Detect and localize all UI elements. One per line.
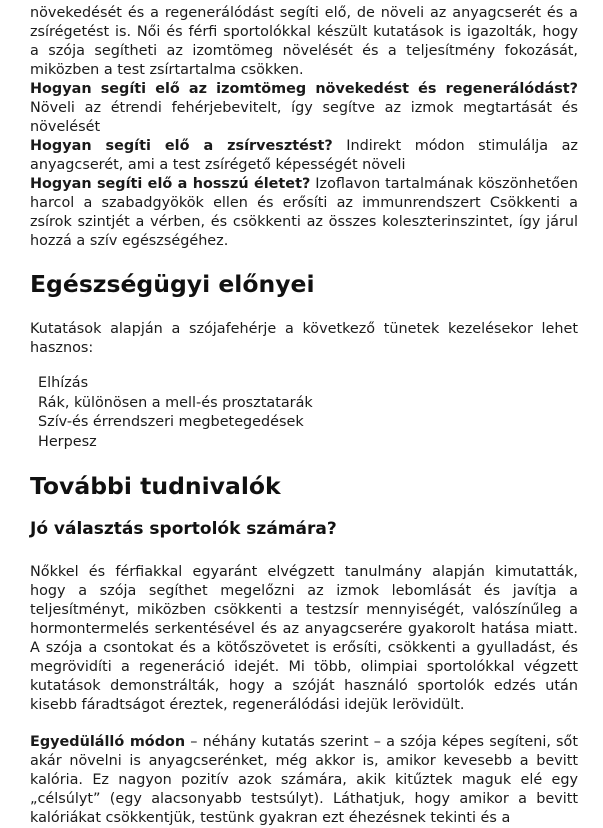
faq-muscle (30, 80, 578, 137)
emphasis-text: Egyedülálló módon (30, 734, 186, 750)
athletes-subheading: Jó választás sportolók számára? (30, 519, 337, 539)
faq-answer: Izoflavon tartalmának köszönhetően harcol a szabadgyökök ellen és erősíti az immunrendszert Csökkenti a zsírok szintjét a vérben, és csökkenti az összes koleszterinszintet, így járul hozzá a szív egészségéhez. (30, 176, 579, 249)
health-lead: Kutatások alapján a szójafehérje a következő tünetek kezelésekor lehet hasznos: (30, 321, 578, 356)
list-item: Elhízás (38, 375, 89, 391)
paragraph-text: – néhány kutatás szerint – a szója képes segíteni, sőt akár növelni is anyagcserénket, még akkor is, amikor kevesebb a bevitt kalória. Ez nagyon pozitív azok számára, akik kitűztek maguk elé egy „célsúlyt” (egy alacsonyabb testsúlyt). Láthatjuk, hogy amikor a bevitt kalóriákat csökkentjük, testünk gyakran ezt éhezésnek tekinti és a (30, 734, 579, 826)
health-heading: Egészségügyi előnyei (30, 270, 315, 298)
metabolism-paragraph (30, 733, 578, 828)
faq-longevity (30, 175, 578, 251)
faq-fat-loss (30, 137, 578, 175)
faq-question: Hogyan segíti elő a zsírvesztést? (30, 138, 333, 154)
faq-answer: Indirekt módon stimulálja az anyagcserét, ami a test zsírégető képességét növeli (30, 138, 578, 173)
more-heading: További tudnivalók (30, 472, 281, 500)
athletes-paragraph: Nőkkel és férfiakkal egyaránt elvégzett tanulmány alapján kimutatták, hogy a szója segíthet megelőzni az izmok lebomlását és javítja a teljesítményt, miközben csökkenti a testzsír mennyiségét, valószínűleg a hormontermelés serkentésével és az anyagcserére gyakorolt hatása miatt. A szója a csontokat és a kötőszövetet is erősíti, csökkenti a gyulladást, és megrövidíti a regeneráció idejét. Mi több, olimpiai sportolókkal végzett kutatások demonstrálták, hogy a szóját használó sportolók edzés után kisebb fáradtságot éreztek, regenerálódási idejük lerövidült. (30, 564, 578, 713)
intro-section (30, 0, 578, 251)
intro-paragraph: növekedését és a regenerálódást segíti elő, de növeli az anyagcserét és a zsírégetést is. Női és férfi sportolókkal készült kutatások is igazolták, hogy a szója segítheti az izomtömeg növelését és a teljesítmény fokozását, miközben a test zsírtartalma csökken. (30, 5, 578, 78)
conditions-list (30, 374, 578, 452)
faq-answer: Növeli az étrendi fehérjebevitelt, így segítve az izmok megtartását és növelését (30, 100, 578, 135)
faq-question: Hogyan segíti elő az izomtömeg növekedést és regenerálódást? (30, 81, 578, 97)
faq-question: Hogyan segíti elő a hosszú életet? (30, 176, 311, 192)
list-item: Herpesz (38, 433, 97, 450)
list-item: Rák, különösen a mell-és prosztatarák (38, 394, 313, 411)
list-item: Szív-és érrendszeri megbetegedések (38, 414, 304, 430)
